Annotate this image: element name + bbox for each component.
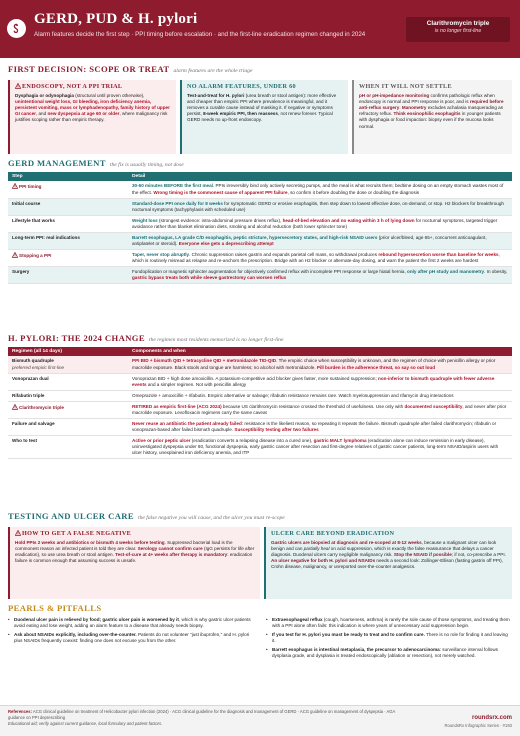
components-cell	[128, 401, 512, 418]
no-alarm-text: Test-and-treat for H. pylori (urea breath or stool antigen): more effective and cheaper than empiric PPI where prevalence is meaningful, and it removes a curable cause instead of masking it. If negative or symptoms persist, 8-week empiric PPI, then reassess, not renew forever. Typical GERD needs no up-front endoscopy.	[187, 93, 337, 123]
components-text: : resistance is the likeliest reason, so repeating it repeats the failure. Bismuth quadruple after failed clarithromycin; rifabutin or vonoprazan-based after failed bismuth quadruple.	[132, 420, 497, 432]
false-negative-box	[8, 527, 260, 599]
components-bold: RETIRED as empiric first-line (ACG 2024)	[132, 403, 222, 409]
regimen-note: preferred empiric first-line	[12, 364, 65, 370]
detail-bold: Standard-dose PPI once daily for 8 weeks	[132, 200, 223, 206]
detail-emphasis: gastric bypass treats both while sleeve gastrectomy can worsen reflux	[132, 275, 287, 281]
pearl-text: There is no role for finding it and leaving it.	[272, 632, 508, 644]
pylori-table-body	[8, 356, 512, 458]
warning-icon	[12, 252, 18, 258]
list-item	[266, 617, 512, 629]
step-cell	[8, 215, 128, 232]
list-item	[8, 617, 254, 629]
step-label: Surgery	[12, 269, 30, 275]
column-header: Regimen (all 14 days)	[8, 347, 128, 356]
detail-cell	[128, 181, 512, 198]
badge-subtitle: is no longer first-line	[434, 28, 482, 35]
components-emphasis: Pill burden is the adherence threat, so say so out loud	[316, 364, 436, 370]
detail-text: (prior ulcer/bleed, age 65+, concurrent anticoagulant, antiplatelet or steroid).	[132, 234, 487, 246]
components-bold: Active or prior peptic ulcer	[132, 438, 191, 444]
section-title-pearls: PEARLS & PITFALLS	[8, 603, 102, 613]
section-note: the false negative you will cause, and the ulcer you must re-scope	[138, 515, 285, 521]
brand	[444, 715, 512, 728]
detail-text: (strongest evidence: intra-abdominal pressure drives reflux),	[157, 217, 283, 223]
section-title-pylori: H. PYLORI: THE 2024 CHANGE the regimen most residents memorized is no longer first-line	[8, 333, 284, 343]
components-text: (eradication converts a relapsing disease into a cured one),	[190, 438, 314, 444]
detail-bold: Weight loss	[132, 217, 158, 223]
pylori-table	[8, 347, 512, 459]
table-header-row	[8, 347, 512, 356]
table-row	[8, 232, 512, 249]
header-badge	[406, 17, 510, 42]
detail-bold: 30-60 minutes BEFORE the first meal	[132, 183, 213, 189]
ulcer-care-text: Gastric ulcers are biopsied at diagnosis and re-scoped at 8-12 weeks, because a malignant ulcer can look benign and can partially heal on acid suppression, which is exactly the false reassurance that delays a cancer diagnosis. Duodenal ulcers carry negligible malignancy risk. Stop the NSAID if possible; if not, co-prescribe a PPI. An ulcer negative for both H. pylori and NSAIDs needs a second look: Zollinger-Ellison (fasting gastrin off PPI), Crohn disease, malignancy, or unreported over-the-counter analgesics.	[271, 540, 506, 570]
warning-icon	[12, 404, 18, 410]
detail-emphasis: head-of-bed elevation and no eating within 3 h of lying down	[282, 217, 415, 223]
detail-bold: Taper, never stop abruptly	[132, 251, 190, 257]
regimen-cell	[8, 436, 128, 459]
detail-text: for nocturnal symptoms, targeted trigger avoidance rather than blanket elimination diets, smoking and alcohol reduction (both lower sphincter tone)	[132, 217, 498, 229]
components-emphasis: gastric MALT lymphoma	[313, 438, 367, 444]
footer	[0, 705, 520, 736]
detail-text: , so confirm it before doubling the dose or doubling the diagnosis	[287, 189, 420, 195]
not-settle-text: pH or pH-impedance monitoring confirms pathologic reflux when endoscopy is normal and PPI response is poor, and is required before anti-reflux surgery. Manometry excludes achalasia masquerading as refractory reflux. Think eosinophilic esophagitis in younger patients with dysphagia or food impaction: biopsy even if the mucosa looks normal.	[359, 93, 504, 129]
detail-emphasis: rebound hypersecretion worse than baseline for weeks	[378, 251, 499, 257]
table-header-row	[8, 172, 512, 181]
ulcer-care-heading: ULCER CARE BEYOND ERADICATION	[271, 530, 395, 537]
pearl-bold: Duodenal ulcer pain is relieved by food; gastric ulcer pain is worsened by it	[14, 617, 179, 622]
warning-icon	[12, 183, 18, 189]
no-alarm-heading: NO ALARM FEATURES, UNDER 60	[187, 83, 296, 90]
components-text: , and never after prior macrolide exposure. Levofloxacin regimens carry the same caveat	[132, 403, 507, 415]
detail-emphasis: Everyone else gets a deprescribing attempt	[178, 240, 274, 246]
components-text: . The empiric choice when susceptibility is unknown, and the regimen of choice with penicillin allergy or prior macrolide exposure. Black stools and tongue are harmless; no alcohol with metronidazole.	[132, 358, 496, 370]
references: References: ACG clinical guideline on treatment of Helicobacter pylori infection (2024) · ACG clinical guideline for the diagnosis and management of GERD · ACG guideline on management of dyspepsia · AGA guidance on PPI deprescribing Educational aid; verify against current guidance, local formulary and patient factors.	[8, 709, 396, 727]
detail-cell	[128, 198, 512, 215]
step-label: Long-term PPI: real indications	[12, 234, 80, 240]
section-title-testing: TESTING AND ULCER CARE the false negative you will cause, and the ulcer you must re-scope	[8, 511, 285, 521]
endoscopy-heading: ENDOSCOPY, NOT A PPI TRIAL	[15, 83, 171, 91]
ulcer-care-box	[264, 527, 512, 599]
regimen-cell	[8, 390, 128, 401]
step-label: Initial course	[12, 200, 41, 206]
brand-series: RoundsRx Infographic Series · #193	[444, 722, 512, 728]
regimen-cell	[8, 356, 128, 373]
pearl-text: , which is why gastric ulcer patients avoid eating and lose weight, adding an alarm feature to a disease that already needs biopsy.	[14, 617, 251, 629]
detail-text: . Chronic suppression raises gastrin and expands parietal cell mass, so withdrawal produces	[189, 251, 379, 257]
components-cell	[128, 356, 512, 373]
header-banner	[0, 0, 520, 58]
disclaimer: Educational aid; verify against current guidance, local formulary and patient factors.	[8, 721, 163, 727]
regimen-name: Failure and salvage	[12, 420, 55, 426]
section-title-gerd: GERD MANAGEMENT the fix is usually timing, not dose	[8, 158, 184, 168]
page-title: GERD, PUD & H. pylori	[34, 11, 198, 27]
detail-bold: Barrett esophagus, LA grade C/D esophagitis, peptic stricture, hypersecretory states, and high-risk NSAID users	[132, 234, 378, 240]
components-bold: PPI BID + bismuth QID + tetracycline QID + metronidazole TID-QID	[132, 358, 277, 364]
pearls-left-column	[8, 617, 254, 647]
page-subtitle: Alarm features decide the first step · PPI timing before escalation · and the first-line eradication regimen changed in 2024	[34, 31, 366, 38]
warning-icon	[15, 83, 21, 89]
not-settle-box	[352, 80, 512, 154]
table-row	[8, 390, 512, 401]
regimen-name: Clarithromycin triple	[19, 404, 64, 410]
column-header: Components and when	[128, 347, 512, 356]
section-note: the fix is usually timing, not dose	[109, 162, 184, 168]
badge-title: Clarithromycin triple	[426, 20, 490, 27]
regimen-name: Vonoprazan dual	[12, 375, 49, 381]
detail-cell	[128, 232, 512, 249]
section-note: the regimen most residents memorized is no longer first-line	[149, 337, 284, 343]
components-text: Omeprazole + amoxicillin + rifabutin. Empiric alternative or salvage; rifabutin resistance remains rare. Watch myelosuppression and rifamycin drug interactions	[132, 392, 454, 398]
not-settle-heading: WHEN IT WILL NOT SETTLE	[359, 83, 452, 90]
components-text: (eradication alone can induce remission in early disease), uninvestigated dyspepsia under 60, functional dyspepsia, early gastric cancer after resection and first-degree relatives of gastric cancer patients, long-term NSAID/aspirin users with ulcer history, unexplained iron deficiency anemia, and ITP	[132, 438, 499, 456]
components-cell	[128, 373, 512, 390]
detail-text: for symptomatic GERD or erosive esophagitis, then step down to lowest effective dose, on-demand, or stop. H2 blockers for breakthrough nocturnal symptoms (tachyphylaxis with scheduled use)	[132, 200, 504, 212]
false-negative-text: Hold PPIs 2 weeks and antibiotics or bismuth 4 weeks before testing. Suppressed bacterial load is the commonest reason an infected patient is told they are clear. Serology cannot confirm cure (IgG persists for life after eradication), so use urea breath or stool antigen. Test-of-cure at 4+ weeks after therapy is mandatory: eradication failure is common enough that assuming success is unsafe.	[15, 540, 255, 564]
step-label: Stopping a PPI	[19, 252, 52, 258]
table-row	[8, 267, 512, 284]
detail-cell	[128, 215, 512, 232]
step-cell	[8, 249, 128, 266]
components-emphasis: Susceptibility testing after two failures	[234, 426, 319, 432]
gerd-table	[8, 172, 512, 284]
table-row	[8, 215, 512, 232]
column-header: Step	[8, 172, 128, 181]
warning-icon	[15, 530, 21, 536]
step-cell	[8, 232, 128, 249]
detail-text: , which is routinely misread as relapse and re-anchors the prescription. Bridge with an H2 blocker or alternate-day dosing, and warn the patient the first 2 weeks are hardest	[132, 251, 500, 264]
regimen-name: Rifabutin triple	[12, 392, 45, 398]
section-note: alarm features are the whole triage	[173, 68, 253, 74]
table-row	[8, 198, 512, 215]
detail-emphasis: Wrong timing is the commonest cause of apparent PPI failure	[153, 189, 288, 195]
column-header: Detail	[128, 172, 512, 181]
pearl-bold: Ask about NSAIDs explicitly, including over-the-counter.	[14, 632, 137, 638]
regimen-name: Who to test	[12, 438, 38, 444]
table-row	[8, 436, 512, 459]
components-text: Vonoprazan BID + high dose amoxicillin. A potassium-competitive acid blocker gives faster, more sustained suppression;	[132, 375, 379, 381]
components-cell	[128, 390, 512, 401]
step-label: Lifestyle that works	[12, 217, 55, 223]
step-cell	[8, 267, 128, 284]
regimen-cell	[8, 401, 128, 418]
components-emphasis: non-inferior to bismuth quadruple with fewer adverse events	[132, 375, 495, 387]
pearls-right-column	[266, 617, 512, 662]
components-cell	[128, 418, 512, 435]
false-negative-heading: HOW TO GET A FALSE NEGATIVE	[15, 530, 255, 538]
detail-text: . PPIs irreversibly bind only actively secreting pumps, and the meal is what recruits them; bedtime dosing on an empty stomach wastes most of the effect.	[132, 183, 504, 195]
table-row	[8, 401, 512, 418]
pearl-bold: Barrett esophagus is intestinal metaplasia, the precursor to adenocarcinoma	[272, 647, 440, 653]
logo-icon	[7, 19, 26, 38]
step-label: PPI timing	[19, 184, 42, 190]
pearl-text: : surveillance interval follows dysplasia grade, and dysplasia is treated endoscopically (ablation or resection), not merely watched.	[272, 647, 498, 659]
table-row	[8, 181, 512, 198]
no-alarm-box	[180, 80, 348, 154]
table-row	[8, 418, 512, 435]
list-item	[266, 632, 512, 644]
step-cell	[8, 181, 128, 198]
list-item	[8, 632, 254, 644]
endoscopy-text: Dysphagia or odynophagia (structural until proven otherwise), unintentional weight loss, GI bleeding, iron deficiency anemia, persistent vomiting, mass or lymphadenopathy, family history of upper GI cancer, and new dyspepsia at age 60 or older, where malignancy risk justifies scoping rather than empiric therapy.	[15, 93, 170, 123]
regimen-cell	[8, 373, 128, 390]
components-text: because US clarithromycin resistance crossed the threshold of usefulness. Use only with	[221, 403, 405, 409]
detail-pre: Fundoplication or magnetic sphincter augmentation for objectively confirmed reflux with incomplete PPI response or large hiatal hernia,	[132, 269, 408, 275]
table-row	[8, 356, 512, 373]
detail-cell	[128, 249, 512, 266]
table-row	[8, 249, 512, 266]
section-title-first-decision: FIRST DECISION: SCOPE OR TREAT alarm features are the whole triage	[8, 64, 253, 74]
pearl-bold: Extraesophageal reflux	[272, 617, 323, 622]
detail-bold: only after pH study and manometry	[407, 269, 485, 275]
pearl-text: Patients do not volunteer "just ibuprofen," and H. pylori plus NSAIDs frequently coexist: finding one does not excuse you from the other.	[14, 632, 250, 644]
pearl-text: (cough, hoarseness, asthma) is rarely the sole cause of those symptoms, and treating them with a PPI alone often fails: this indication is where years of unnecessary acid suppression begin.	[272, 617, 510, 629]
pearl-bold: If you test for H. pylori you must be ready to treat and to confirm cure.	[272, 632, 425, 638]
brand-url[interactable]: roundsrx.com	[471, 715, 512, 721]
endoscopy-box	[8, 80, 176, 154]
components-bold: Never reuse an antibiotic the patient already failed	[132, 420, 242, 426]
step-cell	[8, 198, 128, 215]
gerd-table-body	[8, 181, 512, 283]
components-cell	[128, 436, 512, 459]
components-text: and a simpler regimen. Not with penicillin allergy	[146, 381, 247, 387]
detail-text: . In obesity,	[484, 269, 508, 275]
regimen-cell	[8, 418, 128, 435]
detail-cell	[128, 267, 512, 284]
components-emphasis: documented susceptibility	[404, 403, 463, 409]
table-row	[8, 373, 512, 390]
list-item	[266, 647, 512, 659]
regimen-name: Bismuth quadruple	[12, 358, 54, 364]
